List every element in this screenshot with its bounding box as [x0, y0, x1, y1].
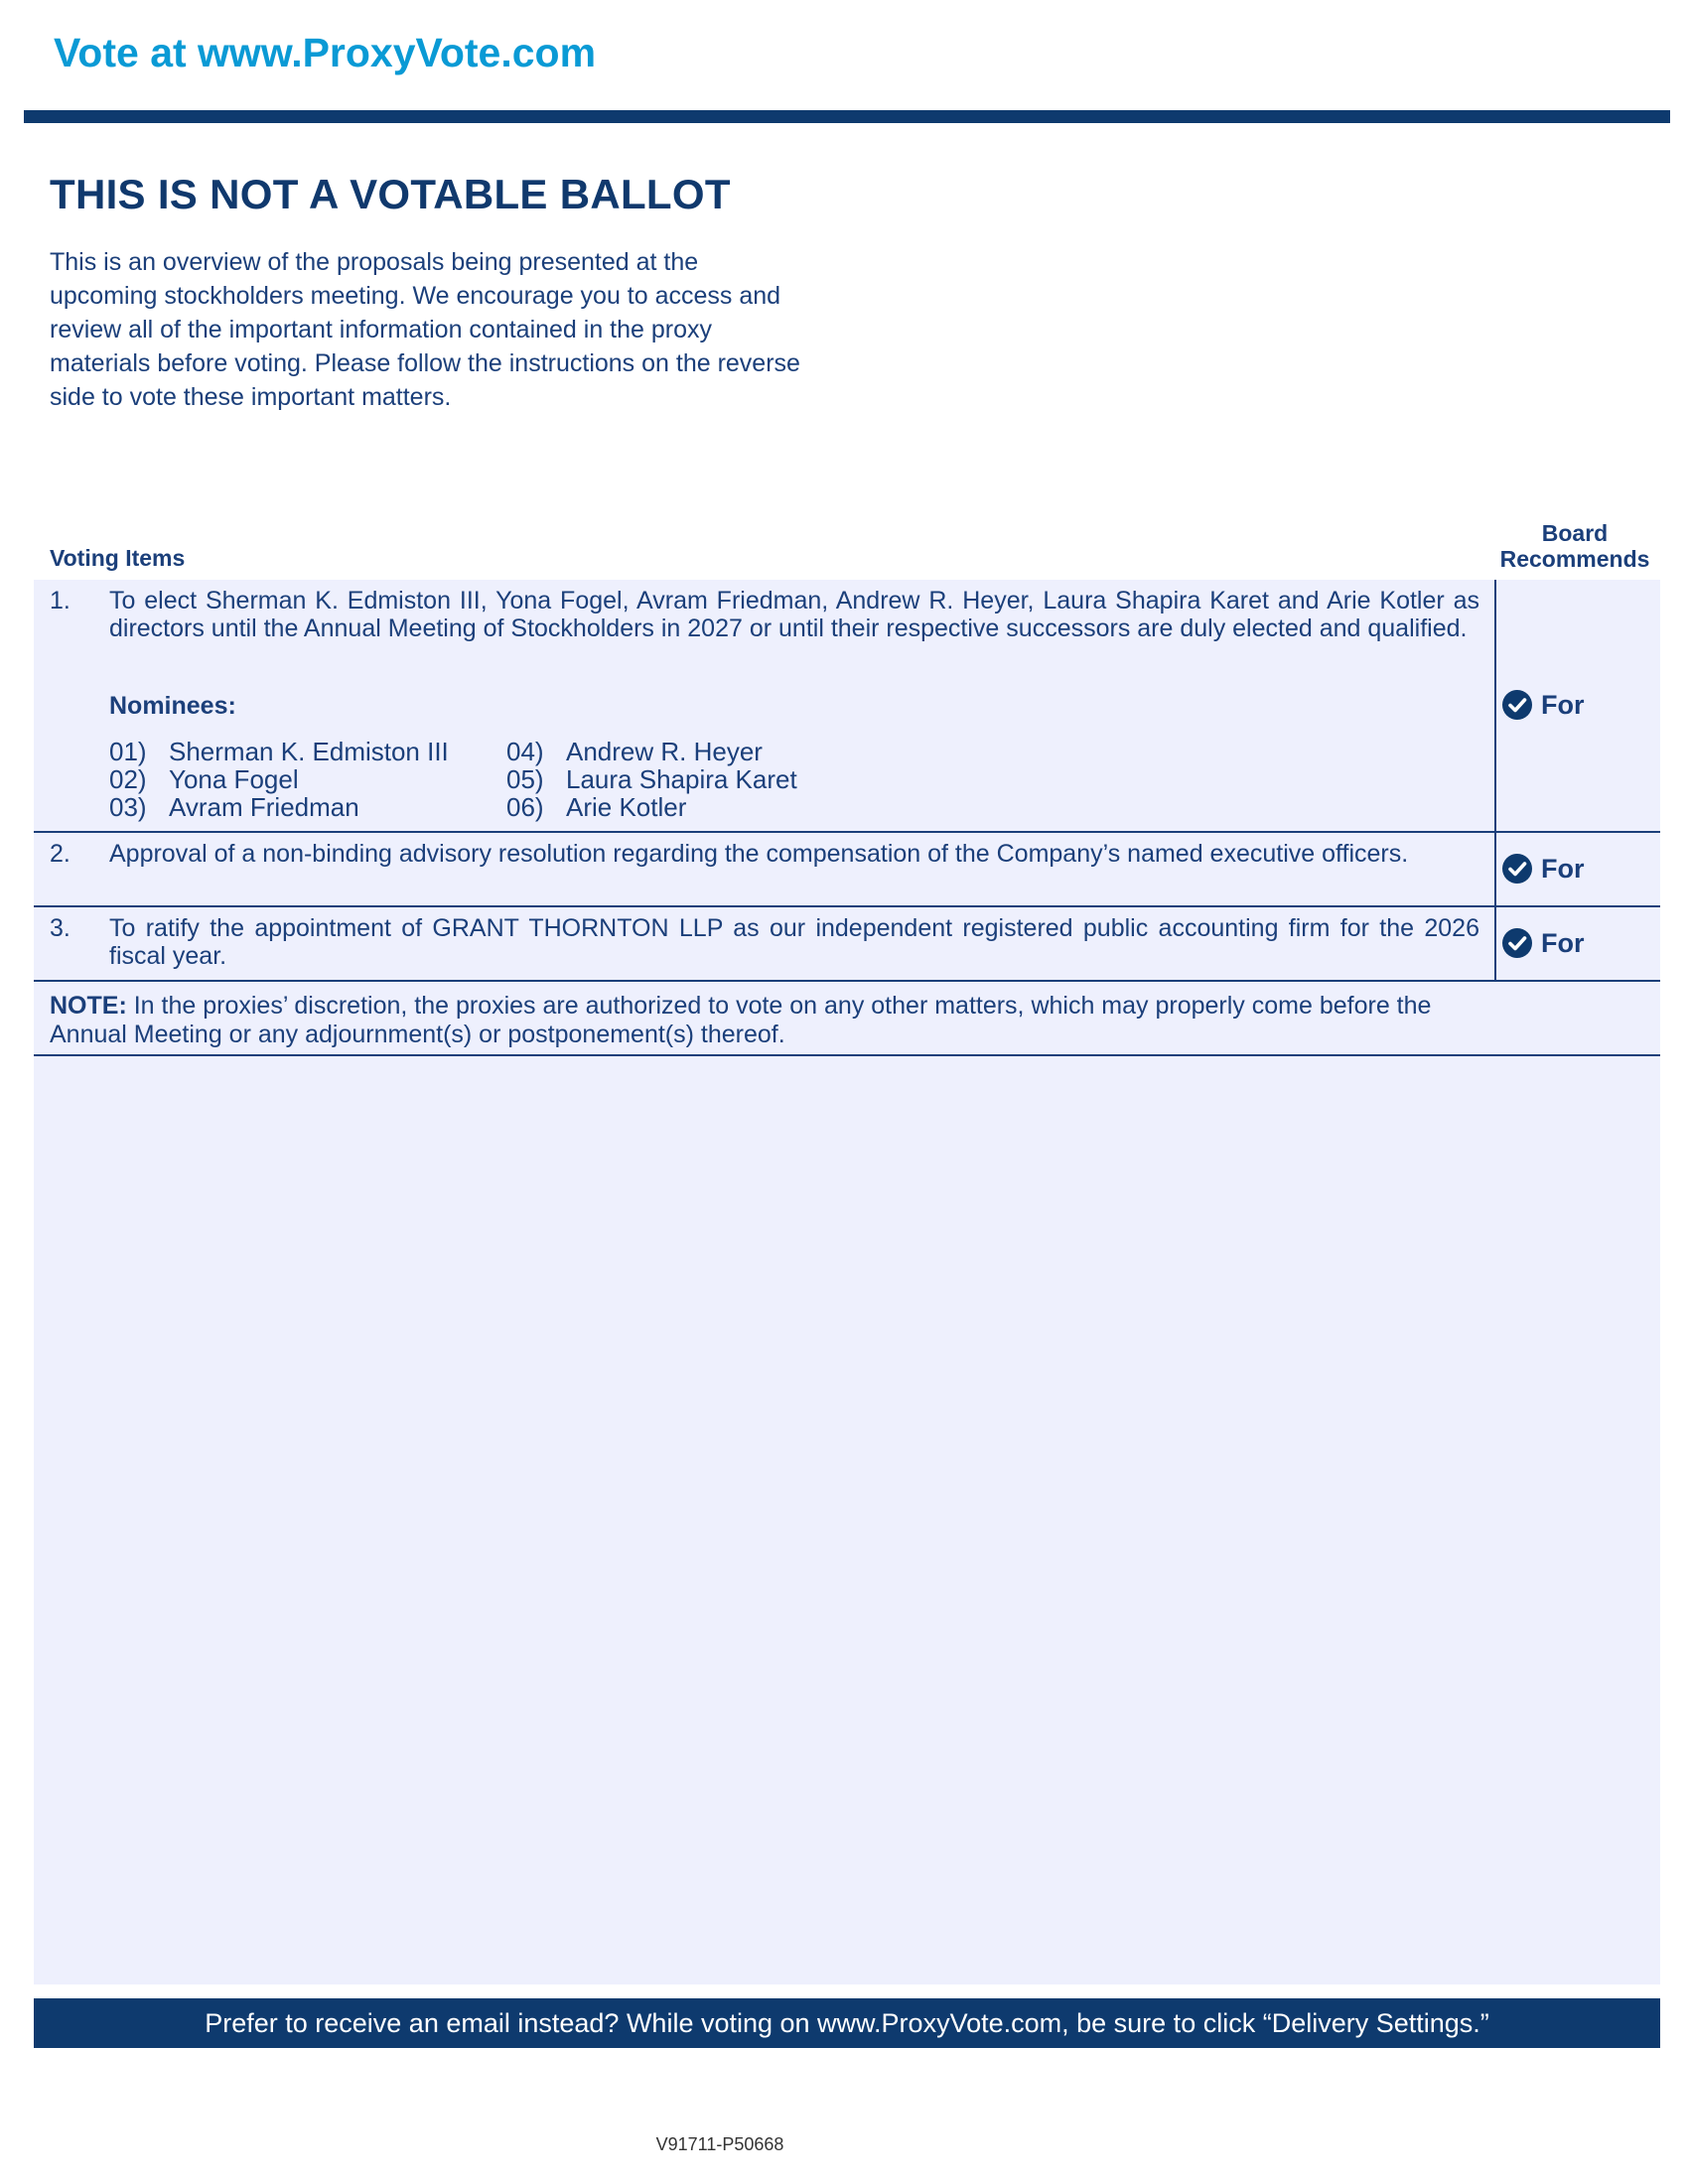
- item-3-text: To ratify the appointment of GRANT THORNTON LLP as our independent registered public accounting firm for the 2026 fiscal year.: [109, 914, 1479, 970]
- note-label: NOTE:: [50, 992, 127, 1020]
- check-circle-icon: [1501, 689, 1533, 721]
- item-1-separator: [34, 831, 1660, 833]
- item-1-recommendation: [1501, 688, 1585, 722]
- nominee-05: [506, 764, 797, 795]
- check-circle-icon: [1501, 853, 1533, 885]
- recommendation-column-divider: [1494, 580, 1496, 981]
- item-2-recommendation-label: For: [1541, 853, 1585, 884]
- nominee-01-number: 01): [109, 737, 147, 766]
- nominee-05-number: 05): [506, 764, 544, 794]
- voting-items-header: Voting Items: [50, 545, 186, 571]
- proxyvote-header-link[interactable]: Vote at www.ProxyVote.com: [54, 30, 597, 75]
- item-1-recommendation-label: For: [1541, 689, 1585, 720]
- item-3-number: 3.: [50, 914, 70, 942]
- nominee-03-number: 03): [109, 792, 147, 822]
- item-2-text: Approval of a non-binding advisory resolution regarding the compensation of the Company’s named executive officers.: [109, 840, 1409, 868]
- item-1-text: To elect Sherman K. Edmiston III, Yona Fogel, Avram Friedman, Andrew R. Heyer, Laura Shapira Karet and Arie Kotler as directors until the Annual Meeting of Stockholders in 2027 or until their respective successors are duly elected and qualified.: [109, 587, 1479, 642]
- item-2-separator: [34, 905, 1660, 907]
- nominee-06-name: Arie Kotler: [566, 792, 687, 822]
- item-2-number: 2.: [50, 840, 70, 868]
- note-paragraph: [50, 992, 1479, 1049]
- nominee-06: [506, 792, 686, 823]
- email-delivery-banner: [34, 1998, 1660, 2048]
- nominee-02: [109, 764, 299, 795]
- item-3-separator: [34, 980, 1660, 982]
- nominee-03-name: Avram Friedman: [169, 792, 359, 822]
- nominee-06-number: 06): [506, 792, 544, 822]
- nominee-04-name: Andrew R. Heyer: [566, 737, 763, 766]
- item-3-recommendation: [1501, 926, 1585, 960]
- nominee-01: [109, 737, 449, 767]
- note-text: In the proxies’ discretion, the proxies are authorized to vote on any other matters, which may properly come before the Annual Meeting or any adjournment(s) or postponement(s) thereof.: [50, 992, 1432, 1048]
- intro-paragraph: This is an overview of the proposals being presented at the upcoming stockholders meeting. We encourage you to access and review all of the important information contained in the proxy materials before voting. Please follow the instructions on the reverse side to vote these important matters.: [50, 248, 800, 411]
- nominee-04: [506, 737, 763, 767]
- note-separator: [34, 1054, 1660, 1056]
- item-3-recommendation-label: For: [1541, 927, 1585, 958]
- document-code: V91711-P50668: [655, 2134, 784, 2154]
- nominee-03: [109, 792, 359, 823]
- board-recommends-header: [1489, 520, 1660, 572]
- nominee-02-name: Yona Fogel: [169, 764, 299, 794]
- item-1-number: 1.: [50, 587, 70, 614]
- board-recommends-line2: Recommends: [1499, 546, 1650, 572]
- nominee-01-name: Sherman K. Edmiston III: [169, 737, 449, 766]
- item-2-recommendation: [1501, 852, 1585, 886]
- page-title: THIS IS NOT A VOTABLE BALLOT: [50, 171, 731, 217]
- header-divider: [24, 110, 1670, 123]
- check-circle-icon: [1501, 927, 1533, 959]
- nominees-label: Nominees:: [109, 692, 236, 720]
- nominee-04-number: 04): [506, 737, 544, 766]
- nominee-05-name: Laura Shapira Karet: [566, 764, 797, 794]
- board-recommends-line1: Board: [1541, 520, 1609, 546]
- email-delivery-text: Prefer to receive an email instead? While voting on www.ProxyVote.com, be sure to click “Delivery Settings.”: [205, 2007, 1489, 2038]
- nominee-02-number: 02): [109, 764, 147, 794]
